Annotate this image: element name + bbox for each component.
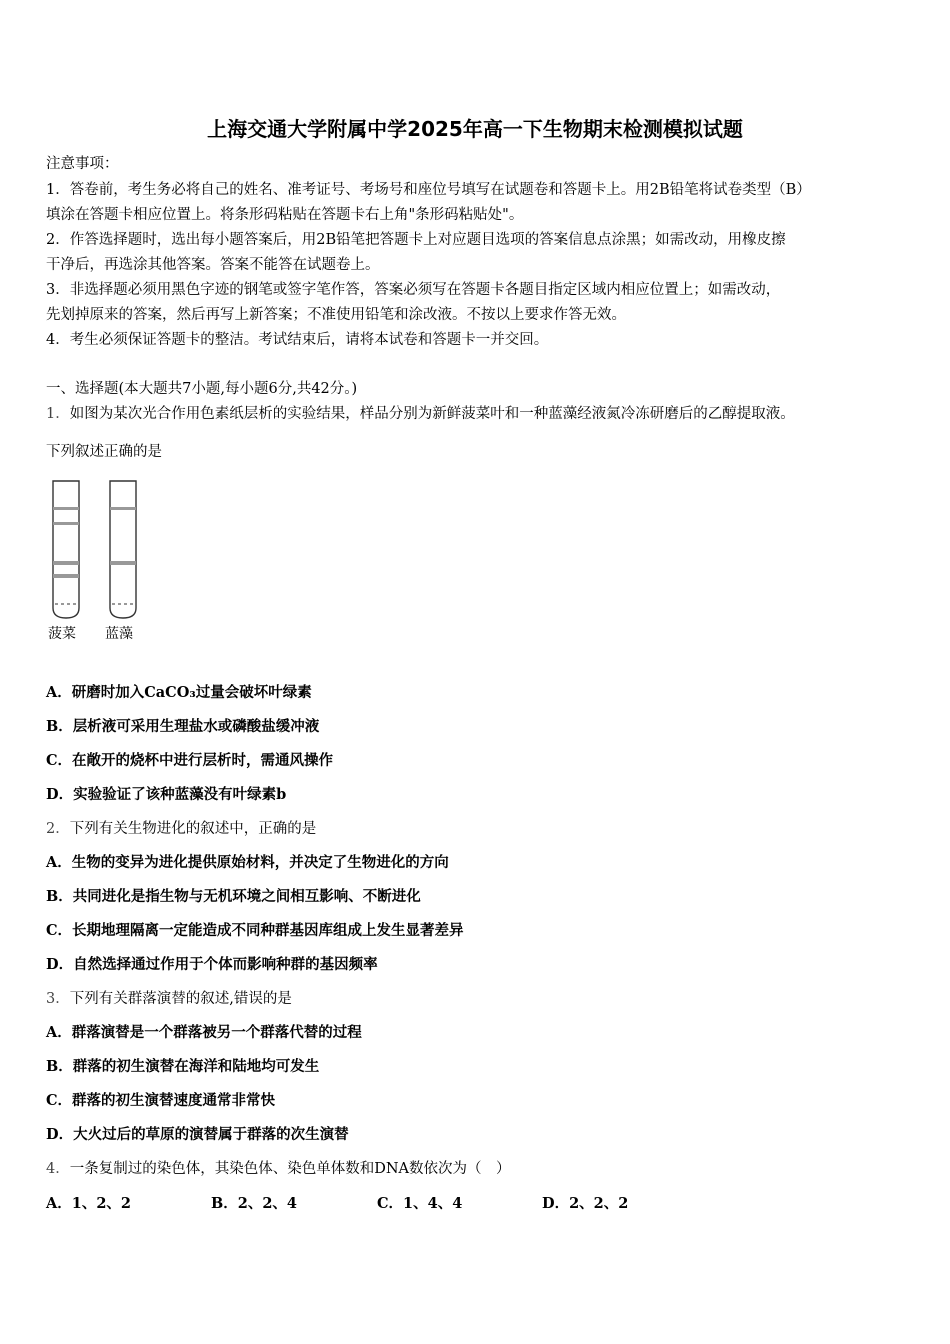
cyanobacteria-tube bbox=[110, 481, 136, 618]
notice-line: 干净后，再选涂其他答案。答案不能答在试题卷上。 bbox=[46, 257, 380, 273]
question-1-stem-cont: 下列叙述正确的是 bbox=[46, 444, 162, 460]
pigment-band bbox=[53, 574, 79, 578]
option-a: A．生物的变异为进化提供原始材料，并决定了生物进化的方向 bbox=[46, 854, 449, 871]
chromatography-figure bbox=[44, 478, 154, 648]
notice-line: 1．答卷前，考生务必将自己的姓名、准考证号、考场号和座位号填写在试题卷和答题卡上。用2B铅笔将试卷类型（B） bbox=[46, 182, 811, 198]
option-b: B．层析液可采用生理盐水或磷酸盐缓冲液 bbox=[46, 718, 320, 735]
option-a: A．1、2、2 bbox=[46, 1195, 132, 1212]
notice-line: 填涂在答题卡相应位置上。将条形码粘贴在答题卡右上角"条形码粘贴处"。 bbox=[46, 207, 524, 223]
question-number: 2． bbox=[46, 821, 70, 837]
option-b: B．群落的初生演替在海洋和陆地均可发生 bbox=[46, 1058, 320, 1075]
spinach-label: 菠菜 bbox=[48, 626, 76, 642]
pigment-band bbox=[53, 561, 79, 565]
notice-line: 4．考生必须保证答题卡的整洁。考试结束后，请将本试卷和答题卡一并交回。 bbox=[46, 332, 549, 348]
question-text: 如图为某次光合作用色素纸层析的实验结果，样品分别为新鲜菠菜叶和一种蓝藻经液氮冷冻研磨后的乙醇提取液。 bbox=[69, 406, 795, 422]
option-c: C．群落的初生演替速度通常非常快 bbox=[46, 1092, 276, 1109]
question-number: 1． bbox=[46, 406, 70, 422]
option-c: C．在敞开的烧杯中进行层析时，需通风操作 bbox=[46, 752, 334, 769]
option-b: B．2、2、4 bbox=[211, 1195, 298, 1212]
spinach-tube bbox=[53, 481, 79, 618]
option-c: C．长期地理隔离一定能造成不同种群基因库组成上发生显著差异 bbox=[46, 922, 464, 939]
question-number: 3． bbox=[46, 991, 70, 1007]
option-c: C．1、4、4 bbox=[377, 1195, 463, 1212]
option-a: A．群落演替是一个群落被另一个群落代替的过程 bbox=[46, 1024, 362, 1041]
pigment-band bbox=[53, 522, 79, 525]
notice-line: 3．非选择题必须用黑色字迹的钢笔或签字笔作答，答案必须写在答题卡各题目指定区域内相应位置上；如需改动， bbox=[46, 282, 781, 298]
option-d: D．实验验证了该种蓝藻没有叶绿素b bbox=[46, 786, 287, 803]
notice-line: 先划掉原来的答案，然后再写上新答案；不准使用铅笔和涂改液。不按以上要求作答无效。 bbox=[46, 307, 626, 323]
option-d: D．大火过后的草原的演替属于群落的次生演替 bbox=[46, 1126, 349, 1143]
page-title: 上海交通大学附属中学2025年高一下生物期末检测模拟试题 bbox=[207, 117, 743, 141]
cyanobacteria-label: 蓝藻 bbox=[105, 626, 133, 642]
pigment-band bbox=[110, 561, 136, 565]
notice-heading: 注意事项： bbox=[46, 156, 119, 172]
question-1-stem bbox=[46, 402, 795, 423]
question-number: 4． bbox=[46, 1161, 70, 1177]
question-text: 一条复制过的染色体，其染色体、染色单体数和DNA数依次为（ ） bbox=[69, 1161, 511, 1177]
section-heading: 一、选择题(本大题共7小题,每小题6分,共42分。) bbox=[46, 381, 358, 397]
option-d: D．2、2、2 bbox=[542, 1195, 629, 1212]
option-b: B．共同进化是指生物与无机环境之间相互影响、不断进化 bbox=[46, 888, 421, 905]
question-text: 下列有关群落演替的叙述,错误的是 bbox=[69, 991, 292, 1007]
option-d: D．自然选择通过作用于个体而影响种群的基因频率 bbox=[46, 956, 378, 973]
option-a: A．研磨时加入CaCO₃过量会破坏叶绿素 bbox=[46, 684, 312, 701]
question-2-stem bbox=[46, 817, 316, 838]
question-3-stem bbox=[46, 987, 292, 1008]
pigment-band bbox=[53, 507, 79, 510]
question-4-stem bbox=[46, 1157, 511, 1178]
question-text: 下列有关生物进化的叙述中，正确的是 bbox=[69, 821, 317, 837]
notice-line: 2．作答选择题时，选出每小题答案后，用2B铅笔把答题卡上对应题目选项的答案信息点涂黑；如需改动，用橡皮擦 bbox=[46, 232, 786, 248]
pigment-band bbox=[110, 507, 136, 510]
